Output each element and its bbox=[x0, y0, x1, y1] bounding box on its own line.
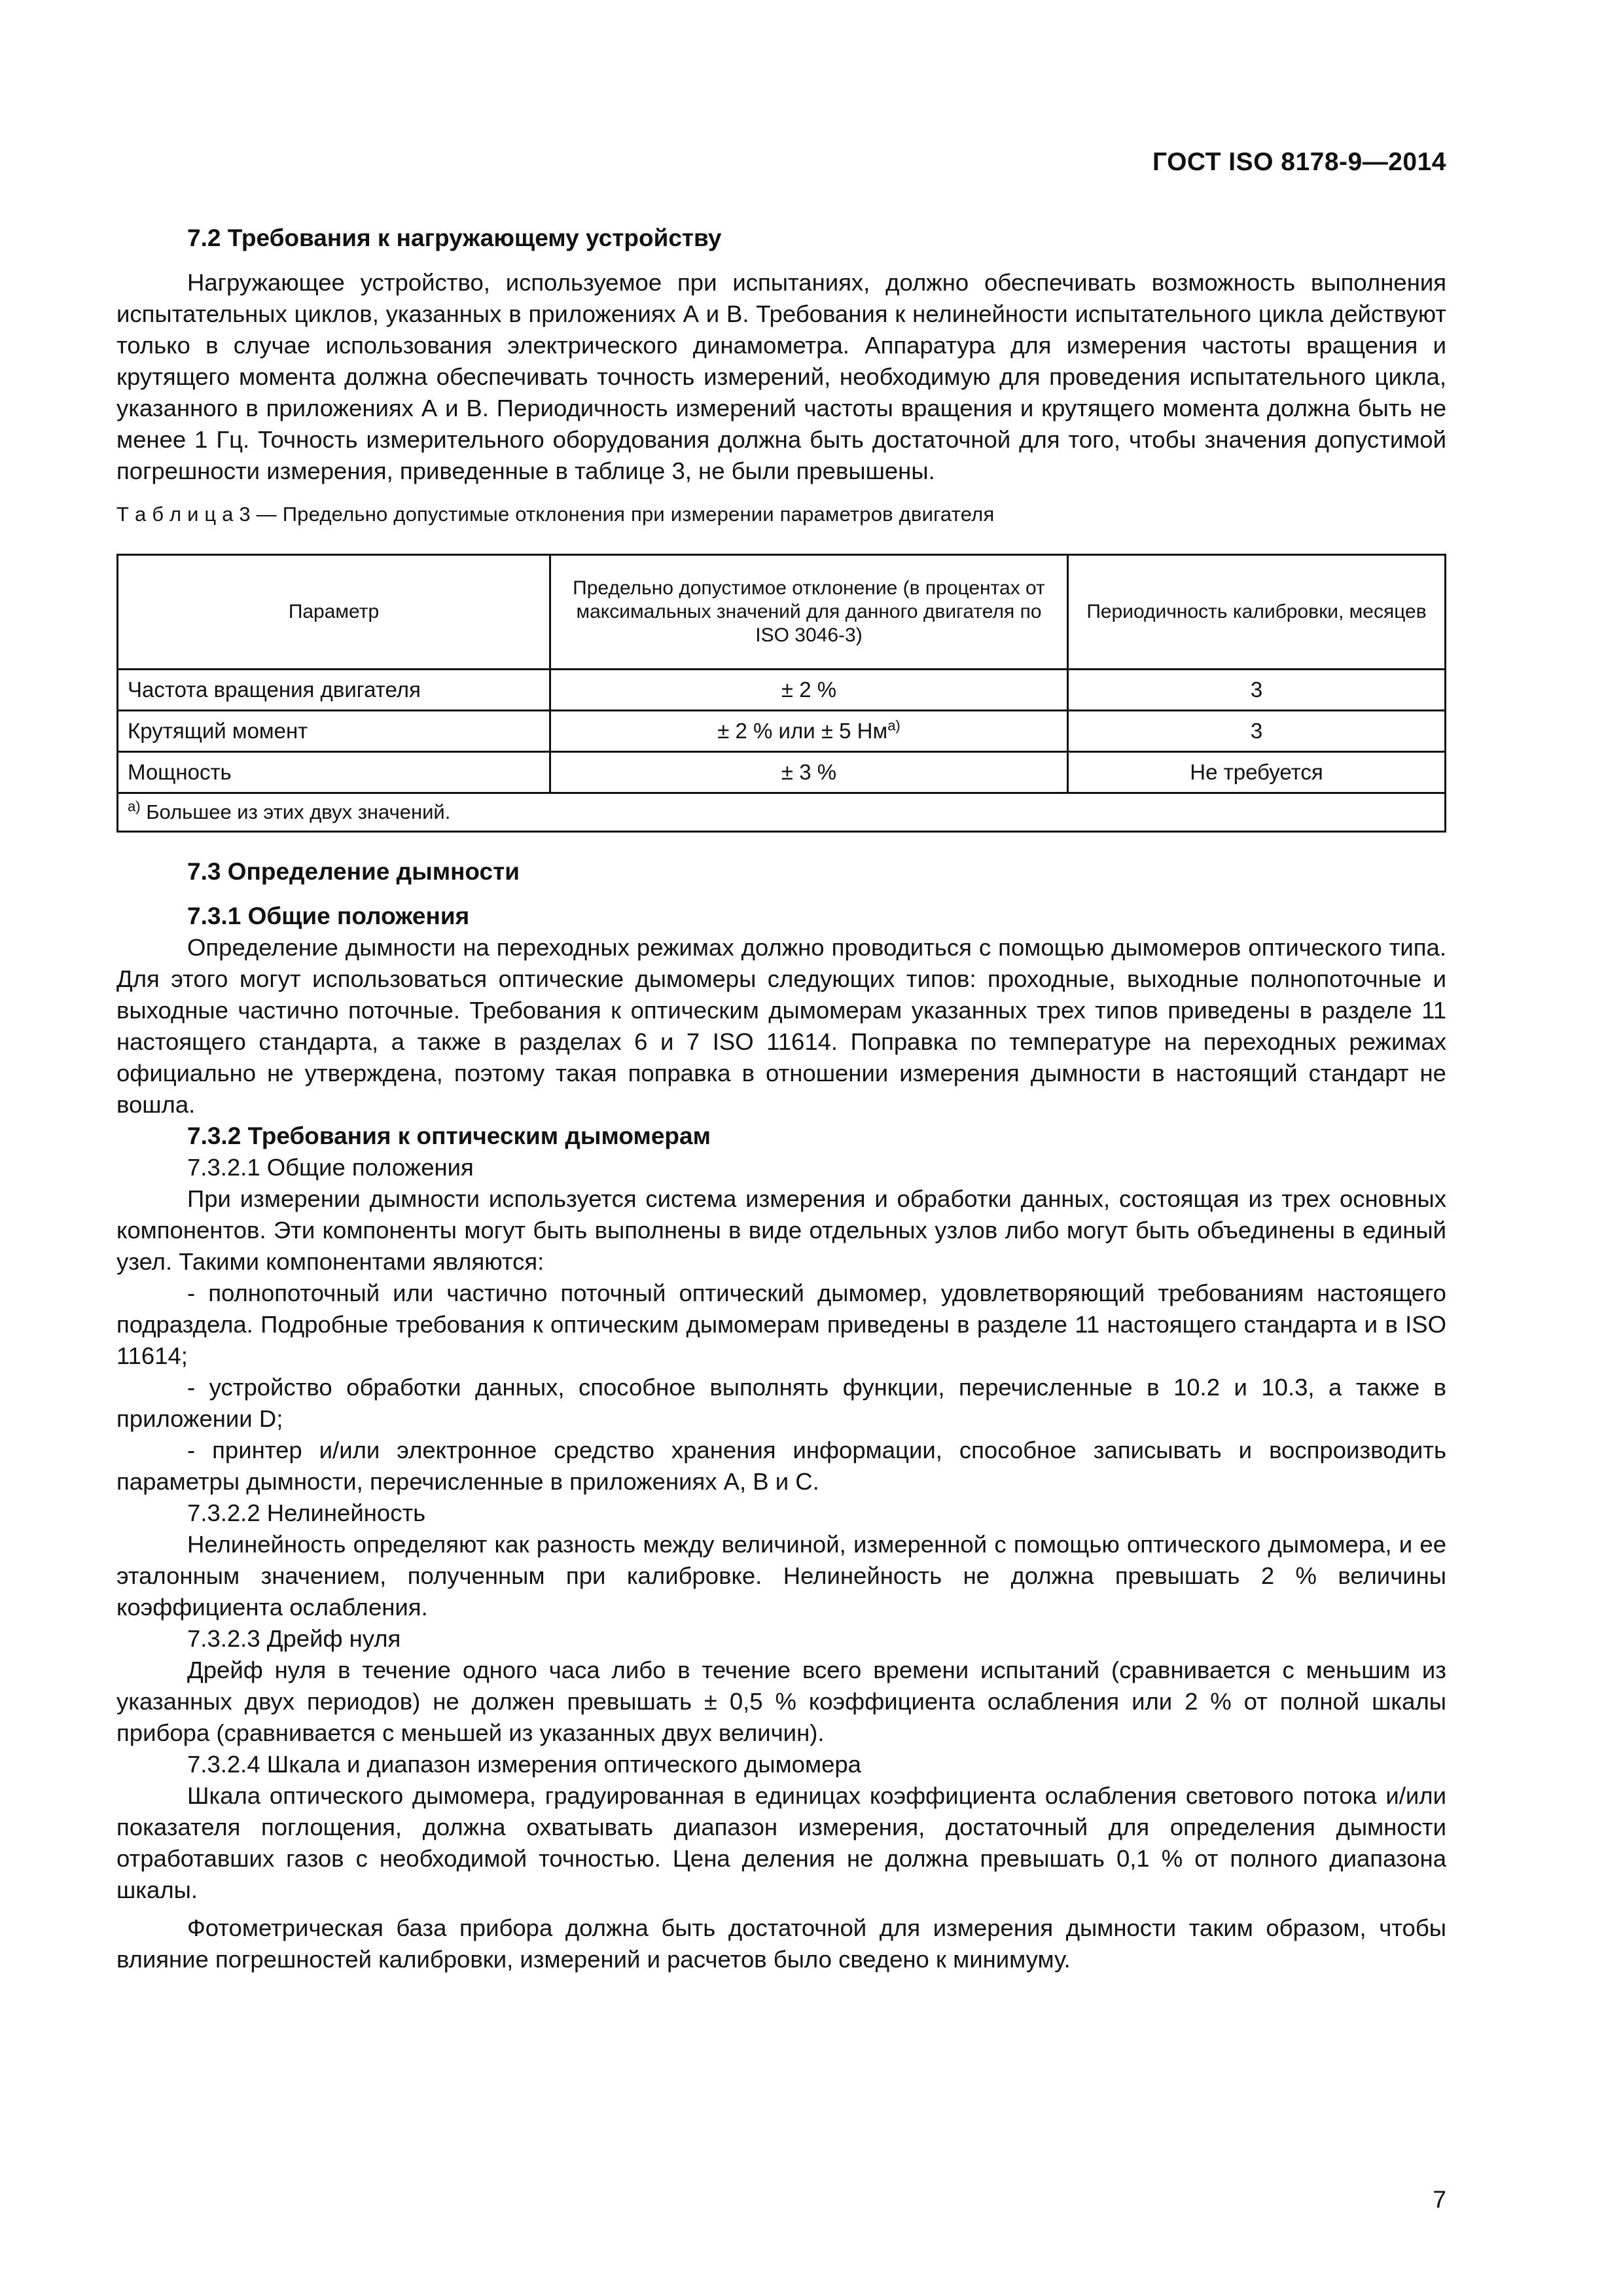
document-page bbox=[116, 0, 1446, 2296]
paragraph-loading-device: Нагружающее устройство, используемое при испытаниях, должно обеспечивать возможность выполнения испытательных циклов, указанных в приложениях А и В. Требования к нелинейности испытательного цикла действуют только в случае использования электрического динамометра. Аппаратура для измерения частоты вращения и крутящего момента должна обеспечивать точность измерений, необходимую для проведения испытательного цикла, указанного в приложениях А и В. Периодичность измерений частоты вращения и крутящего момента должна быть не менее 1 Гц. Точность измерительного оборудования должна быть достаточной для того, чтобы значения допустимой погрешности измерения, приведенные в таблице 3, не были превышены. bbox=[116, 269, 1446, 484]
table-header-cell: Параметр bbox=[118, 555, 550, 670]
table-cell: 3 bbox=[1068, 711, 1446, 752]
subsection-heading-7-3-1: 7.3.1 Общие положения bbox=[187, 903, 470, 929]
table-row bbox=[118, 711, 1446, 752]
paragraph-scale-range: Шкала оптического дымомера, градуированная в единицах коэффициента ослабления светового потока и/или показателя поглощения, должна охватывать диапазон измерения, достаточный для определения дымности отработавших газов с необходимой точностью. Цена деления не должна превышать 0,1 % от полного диапазона шкалы. bbox=[116, 1782, 1446, 1903]
table-footnote bbox=[118, 793, 1446, 832]
table-header-row bbox=[118, 555, 1446, 670]
paragraph-zero-drift: Дрейф нуля в течение одного часа либо в течение всего времени испытаний (сравнивается с меньшим из указанных двух периодов) не должен превышать ± 0,5 % коэффициента ослабления или 2 % от полной шкалы прибора (сравнивается с меньшей из указанных двух величин). bbox=[116, 1657, 1446, 1746]
list-item: - полнопоточный или частично поточный оптический дымомер, удовлетворяющий требованиям настоящего подраздела. Подробные требования к оптическим дымомерам приведены в разделе 11 настоящего стандарта и в ISO 11614; bbox=[116, 1280, 1446, 1369]
table-header-cell: Предельно допустимое отклонение (в процентах от максимальных значений для данного двигателя по ISO 3046-3) bbox=[550, 555, 1068, 670]
table-header-cell: Периодичность калибровки, месяцев bbox=[1068, 555, 1446, 670]
table-cell: ± 2 % bbox=[550, 670, 1068, 711]
table-cell: ± 3 % bbox=[550, 752, 1068, 793]
page-number: 7 bbox=[1433, 2186, 1446, 2213]
subsection-heading-7-3-2-4: 7.3.2.4 Шкала и диапазон измерения оптического дымомера bbox=[187, 1751, 861, 1778]
paragraph-photometric-base: Фотометрическая база прибора должна быть достаточной для измерения дымности таким образом, чтобы влияние погрешностей калибровки, измерений и расчетов было сведено к минимуму. bbox=[116, 1914, 1446, 1973]
footnote-marker: а) bbox=[128, 798, 141, 815]
subsection-heading-7-3-2-1: 7.3.2.1 Общие положения bbox=[187, 1154, 474, 1181]
table-cell: Мощность bbox=[118, 752, 550, 793]
paragraph-smoke-general: Определение дымности на переходных режимах должно проводиться с помощью дымомеров оптического типа. Для этого могут использоваться оптические дымомеры следующих типов: проходные, выходные полнопоточные и выходные частично поточные. Требования к оптическим дымомерам указанных трех типов приведены в разделе 11 настоящего стандарта, а также в разделах 6 и 7 ISO 11614. Поправка по температуре на переходных режимах официально не утверждена, поэтому такая поправка в отношении измерения дымности в настоящий стандарт не вошла. bbox=[116, 934, 1446, 1118]
footnote-marker: а) bbox=[887, 717, 901, 734]
table-cell: Не требуется bbox=[1068, 752, 1446, 793]
table-cell: 3 bbox=[1068, 670, 1446, 711]
subsection-heading-7-3-2-2: 7.3.2.2 Нелинейность bbox=[187, 1499, 426, 1526]
page-content bbox=[116, 223, 1446, 1975]
section-heading-7-2: 7.2 Требования к нагружающему устройству bbox=[187, 224, 722, 251]
paragraph-system-components: При измерении дымности используется система измерения и обработки данных, состоящая из трех основных компонентов. Эти компоненты могут быть выполнены в виде отдельных узлов либо могут быть объединены в единый узел. Такими компонентами являются: bbox=[116, 1185, 1446, 1275]
list-item: - устройство обработки данных, способное выполнять функции, перечисленные в 10.2 и 10.3, а также в приложении D; bbox=[116, 1374, 1446, 1432]
footnote-text: Большее из этих двух значений. bbox=[146, 800, 451, 823]
table-cell: Крутящий момент bbox=[118, 711, 550, 752]
list-item: - принтер и/или электронное средство хранения информации, способное записывать и воспроизводить параметры дымности, перечисленные в приложениях А, В и С. bbox=[116, 1437, 1446, 1495]
tolerance-table bbox=[116, 554, 1446, 833]
table-row bbox=[118, 752, 1446, 793]
section-heading-7-3: 7.3 Определение дымности bbox=[187, 858, 520, 885]
table-cell: Частота вращения двигателя bbox=[118, 670, 550, 711]
subsection-heading-7-3-2-3: 7.3.2.3 Дрейф нуля bbox=[187, 1625, 401, 1652]
table-footnote-row bbox=[118, 793, 1446, 832]
table-row bbox=[118, 670, 1446, 711]
subsection-heading-7-3-2: 7.3.2 Требования к оптическим дымомерам bbox=[187, 1122, 711, 1149]
table-cell-value: ± 2 % или ± 5 Нм bbox=[717, 719, 888, 743]
table-cell bbox=[550, 711, 1068, 752]
document-header-id: ГОСТ ISO 8178-9—2014 bbox=[1152, 148, 1446, 176]
paragraph-nonlinearity: Нелинейность определяют как разность между величиной, измеренной с помощью оптического дымомера, и ее эталонным значением, полученным при калибровке. Нелинейность не должна превышать 2 % величины коэффициента ослабления. bbox=[116, 1531, 1446, 1621]
table-caption: Т а б л и ц а 3 — Предельно допустимые отклонения при измерении параметров двигателя bbox=[116, 503, 995, 526]
